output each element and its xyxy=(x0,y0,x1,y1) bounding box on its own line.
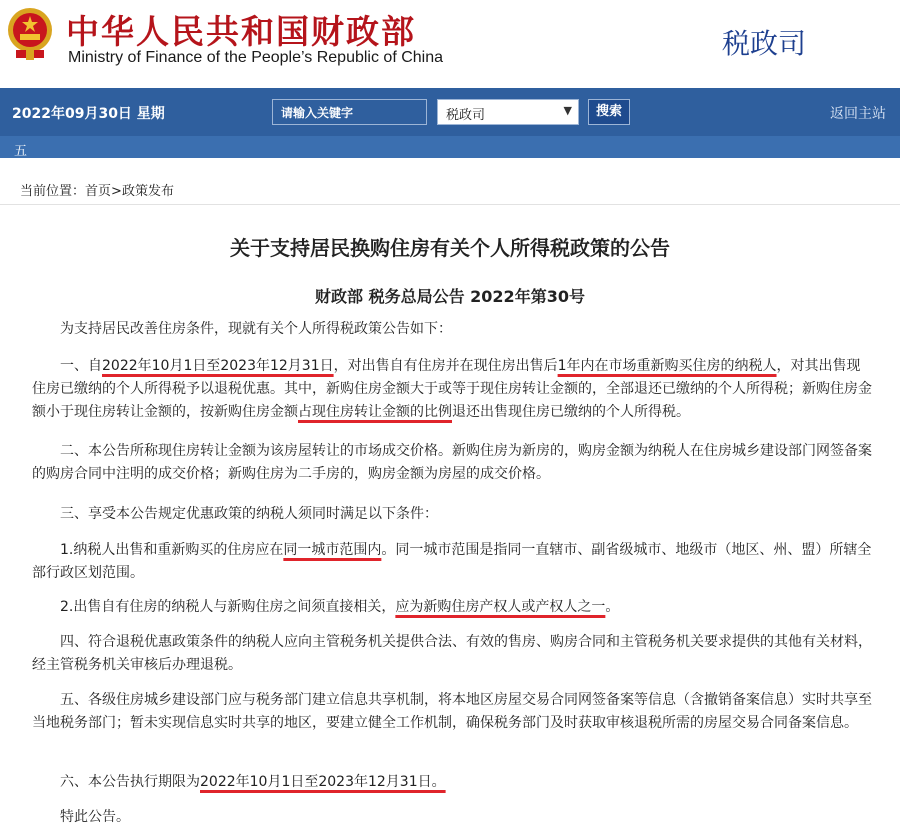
page-title: 关于支持居民换购住房有关个人所得税政策的公告 xyxy=(230,236,670,260)
article-paragraph-4: 四、符合退税优惠政策条件的纳税人应向主管税务机关提供合法、有效的售房、购房合同和主管税务机关要求提供的其他有关材料，经主管税务机关审核后办理退税。 xyxy=(32,634,872,673)
site-header xyxy=(0,0,900,88)
breadcrumb-home-link[interactable]: 首页 xyxy=(85,184,112,199)
search-input[interactable] xyxy=(272,99,427,125)
text-span: 一、自 xyxy=(60,358,102,374)
text-span: 1.纳税人出售和重新购买的住房应在 xyxy=(60,542,284,558)
search-button[interactable]: 搜索 xyxy=(588,99,630,125)
article-paragraph-5: 五、各级住房城乡建设部门应与税务部门建立信息共享机制，将本地区房屋交易合同网签备案等信息（含撤销备案信息）实时共享至当地税务部门；暂未实现信息实时共享的地区，要建立健全工作机制，确保税务部门及时获取审核退税所需的房屋交易合同备案信息。 xyxy=(32,692,872,731)
search-scope-select[interactable] xyxy=(437,99,579,125)
text-span: 六、本公告执行期限为 xyxy=(60,774,200,790)
article-paragraph-3-2 xyxy=(32,596,872,619)
current-date: 2022年09月30日 星期 xyxy=(12,106,165,122)
breadcrumb-divider xyxy=(0,204,900,205)
highlighted-date-range: 2022年10月1日至2023年12月31日 xyxy=(102,358,334,374)
breadcrumb-prefix: 当前位置： xyxy=(20,184,86,199)
text-span: ，对出售自有住房并在现住房出售后 xyxy=(333,358,558,374)
article-intro: 为支持居民改善住房条件，现就有关个人所得税政策公告如下： xyxy=(60,321,452,337)
search-scope-value: 税政司 xyxy=(446,108,486,123)
national-emblem-icon xyxy=(6,4,54,62)
return-home-link[interactable]: 返回主站 xyxy=(830,106,886,122)
highlighted-same-city: 同一城市范围内 xyxy=(283,542,382,558)
text-span: ，对其出售现住房已缴纳的个人所得税予以退税优惠。其中，新购住房金额大于或等于现住房转让金额的，全部退还已缴纳的个人所得税；新购住房金额小于现住房转让金额的，按新购住房金额 xyxy=(32,358,872,420)
breadcrumb-separator: > xyxy=(111,184,122,199)
article-paragraph-2: 二、本公告所称现住房转让金额为该房屋转让的市场成交价格。新购住房为新房的，购房金额为纳税人在住房城乡建设部门网签备案的购房合同中注明的成交价格；新购住房为二手房的，购房金额为房屋的成交价格。 xyxy=(32,443,872,482)
breadcrumb-section-link[interactable]: 政策发布 xyxy=(121,184,174,199)
article-paragraph-3: 三、享受本公告规定优惠政策的纳税人须同时满足以下条件： xyxy=(60,506,438,522)
highlighted-effective-period: 2022年10月1日至2023年12月31日。 xyxy=(200,774,446,790)
nav-second-row-item[interactable]: 五 xyxy=(14,144,28,159)
site-title-english: Ministry of Finance of the People’s Republic of China xyxy=(68,49,444,66)
article-paragraph-6 xyxy=(32,771,872,794)
text-span: 退还出售现住房已缴纳的个人所得税。 xyxy=(452,404,690,420)
highlighted-refund-ratio: 占现住房转让金额的比例 xyxy=(298,404,452,420)
article-paragraph-1 xyxy=(32,355,872,424)
highlighted-property-owner: 应为新购住房产权人或产权人之一 xyxy=(395,599,606,615)
highlighted-taxpayer-condition: 1年内在市场重新购买住房的纳税人 xyxy=(557,358,777,374)
article-closing: 特此公告。 xyxy=(60,809,130,825)
nav-bar-top-row xyxy=(0,88,900,136)
text-span: 2.出售自有住房的纳税人与新购住房之间须直接相关， xyxy=(60,599,396,615)
article-paragraph-3-1 xyxy=(32,539,872,585)
site-title: 中华人民共和国财政部 xyxy=(66,12,416,51)
nav-bar xyxy=(0,88,900,158)
department-name: 税政司 xyxy=(722,27,807,60)
chevron-down-icon: ▼ xyxy=(563,104,572,117)
text-span: 。同一城市范围是指同一直辖市、副省级城市、地级市（地区、州、盟）所辖全部行政区划范围。 xyxy=(32,542,872,581)
breadcrumb xyxy=(20,180,174,199)
document-number: 财政部 税务总局公告 2022年第30号 xyxy=(315,287,585,306)
text-span: 。 xyxy=(605,599,620,615)
